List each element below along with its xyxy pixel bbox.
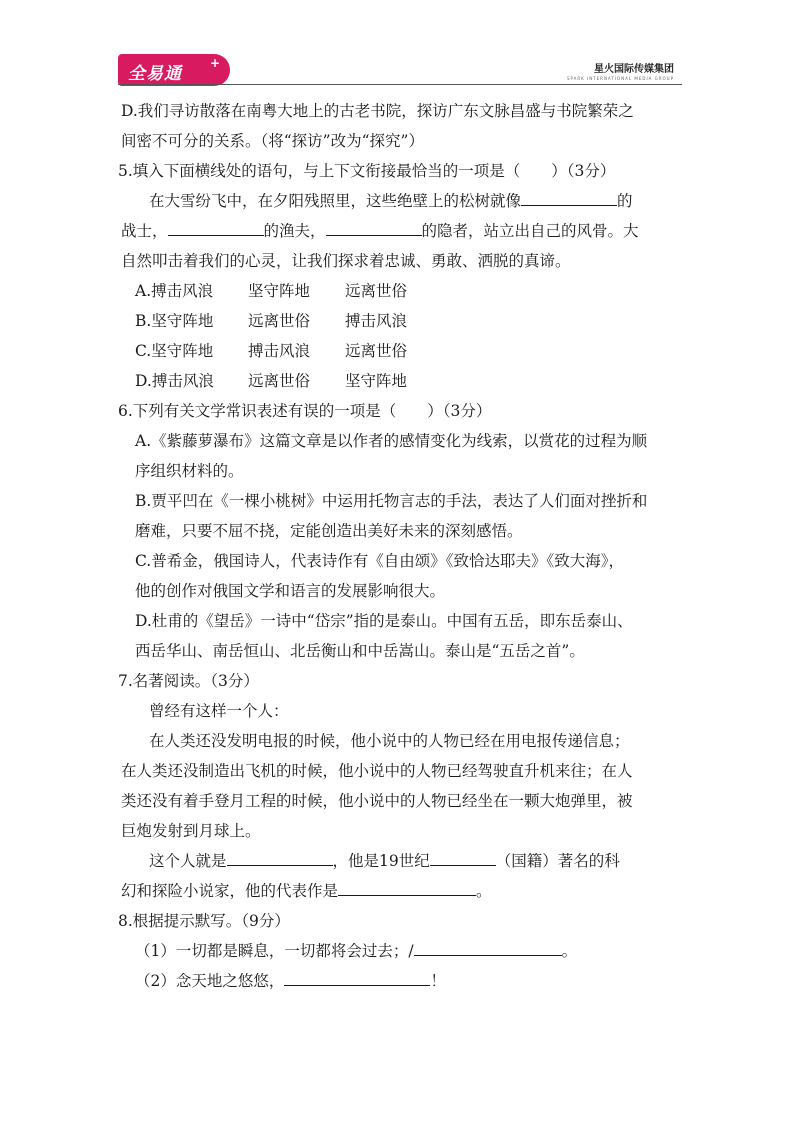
q5-option-b: B.坚守阵地 远离世俗 搏击风浪 — [135, 312, 408, 330]
blank — [168, 219, 264, 236]
q5-passage-line1: 在大雪纷飞中，在夕阳残照里，这些绝壁上的松树就像 的 — [121, 186, 681, 216]
q7-passage-line4: 巨炮发射到月球上。 — [121, 822, 261, 840]
q5-option-a: A.搏击风浪 坚守阵地 远离世俗 — [135, 282, 408, 300]
blank — [284, 969, 430, 986]
q8-item2: （2）念天地之悠悠， ！ — [121, 966, 681, 996]
q7-stem: 7.名著阅读。（3分） — [118, 672, 259, 690]
q5-passage-line3: 自然叩击着我们的心灵，让我们探求着忠诚、勇敢、洒脱的真谛。 — [121, 252, 571, 270]
q6-option-c-line2: 他的创作对俄国文学和语言的发展影响很大。 — [135, 582, 446, 600]
q6-stem: 6.下列有关文学常识表述有误的一项是（ ）（3分） — [118, 402, 492, 420]
q6-option-c-line1: C.普希金，俄国诗人，代表诗作有《自由颂》《致恰达耶夫》《致大海》， — [135, 552, 624, 570]
q5-option-c: C.坚守阵地 搏击风浪 远离世俗 — [135, 342, 408, 360]
brand-subtitle: SPARK INTERNATIONAL MEDIA GROUP — [566, 76, 674, 81]
q7-passage-line1: 在人类还没发明电报的时候，他小说中的人物已经在用电报传递信息； — [149, 732, 630, 750]
q7-fill-line1: 这个人就是 ，他是19世纪 （国籍）著名的科 — [121, 846, 681, 876]
blank — [338, 879, 476, 896]
q8-item1: （1）一切都是瞬息，一切都将会过去；/ 。 — [121, 936, 681, 966]
q7-passage-line2: 在人类还没制造出飞机的时候，他小说中的人物已经驾驶直升机来往；在人 — [121, 762, 633, 780]
q6-option-b-line2: 磨难，只要不屈不挠，定能创造出美好未来的深刻感悟。 — [135, 522, 523, 540]
brand-name — [567, 60, 674, 81]
logo-plus: + — [209, 56, 220, 70]
q6-option-d-line2: 西岳华山、南岳恒山、北岳衡山和中岳嵩山。泰山是“五岳之首”。 — [135, 642, 585, 660]
q6-option-d-line1: D.杜甫的《望岳》一诗中“岱宗”指的是泰山。中国有五岳，即东岳泰山、 — [135, 612, 633, 630]
blank — [227, 849, 333, 866]
logo-text: 全易通 — [128, 64, 182, 84]
blank — [521, 189, 617, 206]
q8-stem: 8.根据提示默写。（9分） — [118, 912, 290, 930]
q6-option-a-line1: A.《紫藤萝瀑布》这篇文章是以作者的感情变化为线索，以赏花的过程为顺 — [135, 432, 648, 450]
logo-badge — [118, 54, 230, 86]
q5-passage-line2: 战士， 的渔夫， 的隐者，站立出自己的风骨。大 — [121, 216, 681, 246]
q7-passage-line3: 类还没有着手登月工程的时候，他小说中的人物已经坐在一颗大炮弹里，被 — [121, 792, 633, 810]
q5-stem: 5.填入下面横线处的语句，与上下文衔接最恰当的一项是（ ）（3分） — [118, 162, 616, 180]
q5-option-d: D.搏击风浪 远离世俗 坚守阵地 — [135, 372, 408, 390]
q7-intro: 曾经有这样一个人： — [149, 702, 289, 720]
header-divider — [118, 84, 682, 85]
exam-content — [118, 96, 681, 996]
q6-option-b-line1: B.贾平凹在《一棵小桃树》中运用托物言志的手法，表达了人们面对挫折和 — [135, 492, 648, 510]
blank — [326, 219, 422, 236]
q4-option-d-line1: D.我们寻访散落在南粤大地上的古老书院，探访广东文脉昌盛与书院繁荣之 — [121, 102, 634, 120]
q7-fill-line2: 幻和探险小说家，他的代表作是 。 — [121, 876, 681, 906]
blank — [414, 939, 562, 956]
blank — [430, 849, 496, 866]
brand-title: 星火国际传媒集团 — [594, 64, 674, 75]
q4-option-d-line2: 间密不可分的关系。（将“探访”改为“探究”） — [121, 132, 424, 150]
q6-option-a-line2: 序组织材料的。 — [135, 462, 244, 480]
